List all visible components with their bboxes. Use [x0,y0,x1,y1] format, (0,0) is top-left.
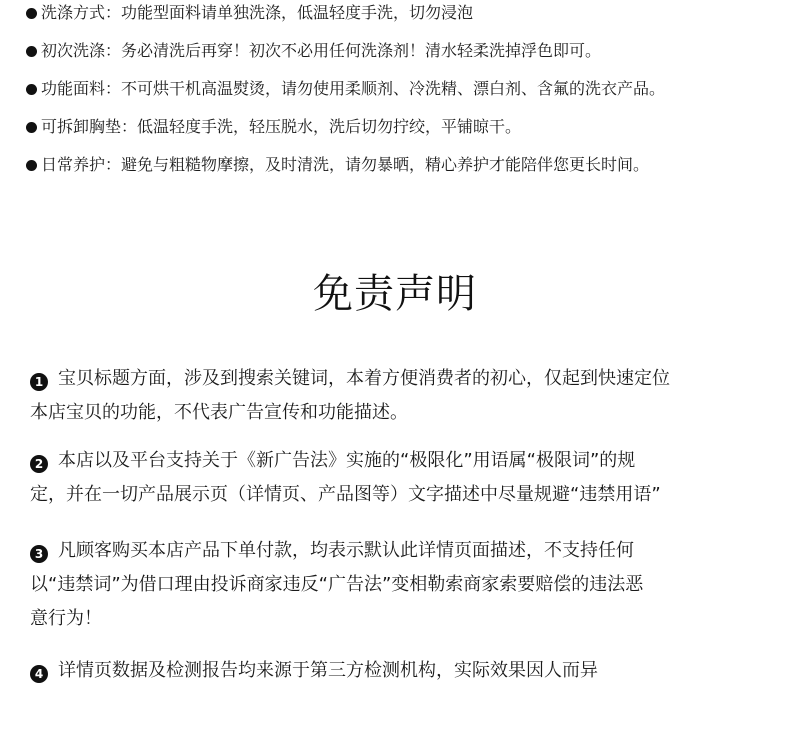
disclaimer-text: 凡顾客购买本店产品下单付款，均表示默认此详情页面描述，不支持任何 [58,540,634,561]
disclaimer-text: 本店以及平台支持关于《新广告法》实施的“极限化”用语属“极限词”的规 [58,450,636,471]
bullet-dot-icon [26,160,37,171]
number-badge-icon: 4 [30,665,48,683]
disclaimer-line: 本店宝贝的功能，不代表广告宣传和功能描述。 [30,402,408,423]
disclaimer-text: 详情页数据及检测报告均来源于第三方检测机构，实际效果因人而异 [58,660,598,681]
care-item-text: 避免与粗糙物摩擦，及时清洗，请勿暴晒，精心养护才能陪伴您更长时间。 [121,155,650,174]
disclaimer-line [30,534,765,568]
disclaimer-line: 定，并在一切产品展示页（详情页、产品图等）文字描述中尽量规避“违禁用语” [30,484,661,505]
care-item-text: 低温轻度手洗，轻压脱水，洗后切勿拧绞，平铺晾干。 [137,117,522,136]
bullet-dot-icon [26,46,37,57]
care-item-separator: ： [121,117,138,136]
care-item-label: 洗涤方式 [41,3,106,22]
disclaimer-line [30,362,765,396]
disclaimer-text: 宝贝标题方面，涉及到搜索关键词，本着方便消费者的初心，仅起到快速定位 [58,368,670,389]
disclaimer-item-4 [30,654,765,688]
care-item-daily-care [26,152,649,178]
care-item-functional-fabric [26,76,665,102]
care-item-label: 功能面料 [41,79,106,98]
care-item-separator: ： [105,155,122,174]
disclaimer-item-3 [30,534,765,636]
care-item-text: 务必清洗后再穿！初次不必用任何洗涤剂！清水轻柔洗掉浮色即可。 [121,41,602,60]
number-badge-icon: 2 [30,455,48,473]
care-item-label: 初次洗涤 [41,41,106,60]
bullet-dot-icon [26,122,37,133]
disclaimer-line: 意行为！ [30,608,102,629]
disclaimer-line: 以“违禁词”为借口理由投诉商家违反“广告法”变相勒索商家索要赔偿的违法恶 [30,574,644,595]
care-item-label: 可拆卸胸垫 [41,117,122,136]
disclaimer-title: 免责声明 [313,271,477,317]
care-item-separator: ： [105,79,122,98]
number-badge-icon: 1 [30,373,48,391]
disclaimer-line [30,444,765,478]
number-badge-icon: 3 [30,545,48,563]
care-item-first-wash [26,38,601,64]
bullet-dot-icon [26,8,37,19]
care-item-text: 功能型面料请单独洗涤，低温轻度手洗，切勿浸泡 [121,3,474,22]
care-item-label: 日常养护 [41,155,106,174]
care-item-separator: ： [105,3,122,22]
disclaimer-item-1 [30,362,765,430]
disclaimer-line [30,654,765,688]
care-item-separator: ： [105,41,122,60]
care-item-text: 不可烘干机高温熨烫，请勿使用柔顺剂、冷洗精、漂白剂、含氟的洗衣产品。 [121,79,666,98]
care-item-removable-pad [26,114,521,140]
bullet-dot-icon [26,84,37,95]
care-item-wash-method [26,0,473,26]
disclaimer-item-2 [30,444,765,512]
